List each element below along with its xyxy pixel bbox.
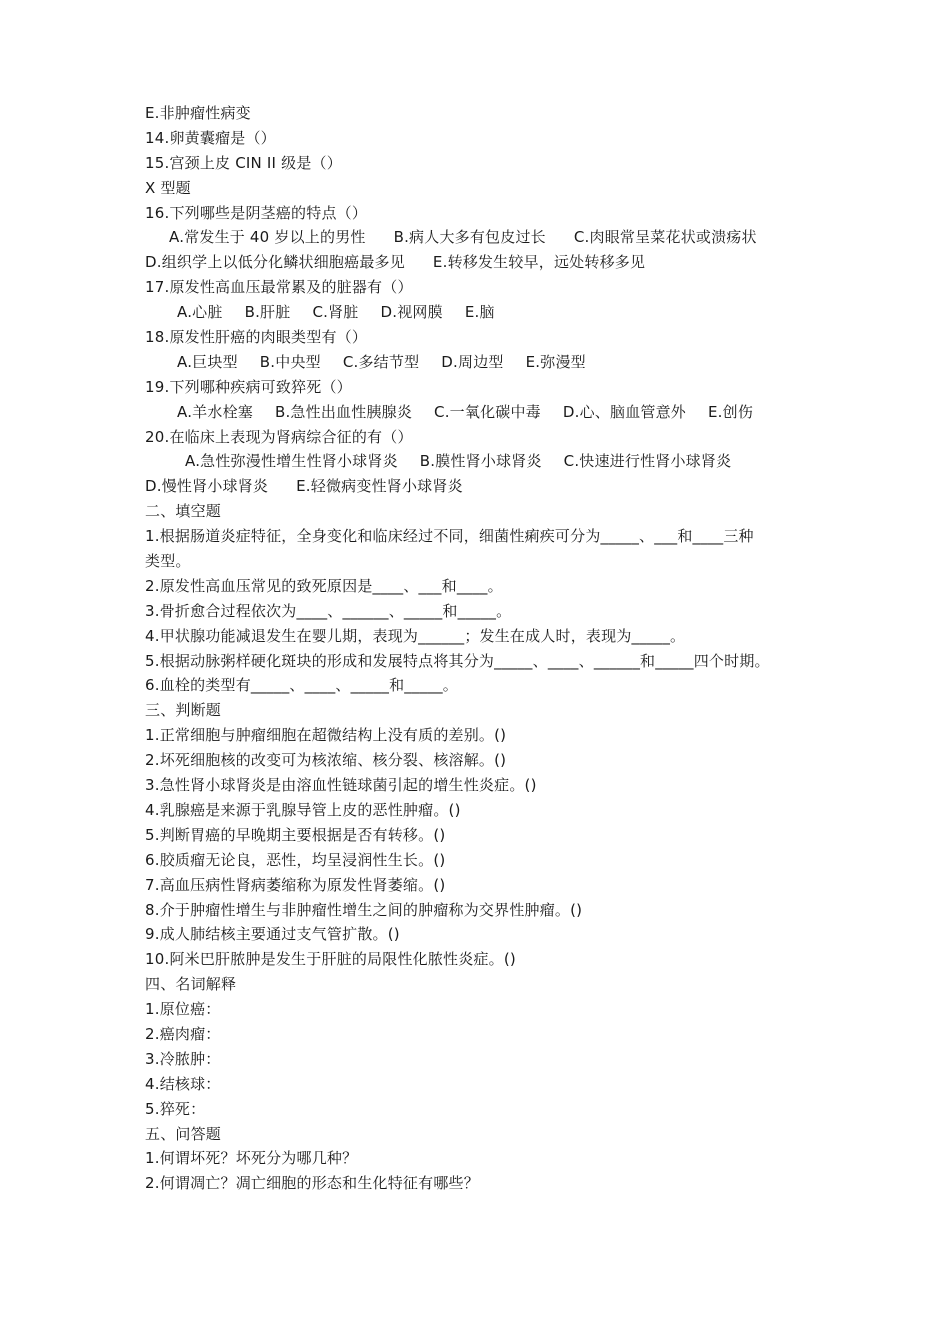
term-2: 2.癌肉瘤：: [145, 1024, 221, 1043]
option-a: A.常发生于 40 岁以上的男性: [169, 228, 366, 247]
question-18: 18.原发性肝癌的肉眼类型有（）: [145, 328, 368, 347]
term-1: 1.原位癌：: [145, 1000, 221, 1019]
option-b: B.中央型: [259, 352, 321, 371]
tf-question-1: 1.正常细胞与肿瘤细胞在超微结构上没有质的差别。(): [145, 726, 507, 745]
fill-question-5: 5.根据动脉粥样硬化斑块的形成和发展特点将其分为_____、____、______和_____四个时期。: [145, 651, 770, 670]
tf-question-8: 8.介于肿瘤性增生与非肿瘤性增生之间的肿瘤称为交界性肿瘤。(): [145, 900, 583, 919]
tf-question-5: 5.判断胃癌的早晚期主要根据是否有转移。(): [145, 825, 446, 844]
option-d: D.周边型: [441, 352, 504, 371]
option-a: A.心脏: [177, 303, 223, 322]
tf-question-6: 6.胶质瘤无论良，恶性，均呈浸润性生长。(): [145, 850, 446, 869]
option-b: B.膜性肾小球肾炎: [419, 452, 542, 471]
question-20-options: [145, 449, 825, 474]
term-5: 5.猝死：: [145, 1099, 206, 1118]
qa-question-1: 1.何谓坏死？坏死分为哪几种？: [145, 1149, 358, 1168]
option-e: E.转移发生较早，远处转移多见: [432, 253, 646, 272]
fill-question-6: 6.血栓的类型有_____、____、_____和_____。: [145, 676, 459, 695]
qa-question-2: 2.何谓凋亡？凋亡细胞的形态和生化特征有哪些？: [145, 1174, 479, 1193]
tf-question-10: 10.阿米巴肝脓肿是发生于肝脏的局限性化脓性炎症。(): [145, 950, 516, 969]
question-16: 16.下列哪些是阴茎癌的特点（）: [145, 203, 368, 222]
document-page: [145, 101, 825, 1196]
term-3: 3.冷脓肿：: [145, 1049, 221, 1068]
option-e: E.脑: [464, 303, 495, 322]
option-a: A.羊水栓塞: [177, 402, 253, 421]
option-e: E.轻微病变性肾小球肾炎: [296, 477, 463, 496]
option-d: D.组织学上以低分化鳞状细胞癌最多见: [145, 253, 405, 272]
question-17: 17.原发性高血压最常累及的脏器有（）: [145, 278, 413, 297]
option-line: E.非肿瘤性病变: [145, 104, 251, 122]
option-b: B.病人大多有包皮过长: [393, 228, 546, 247]
option-e: E.创伤: [708, 402, 754, 421]
fill-question-1: 1.根据肠道炎症特征，全身变化和临床经过不同，细菌性痢疾可分为_____、___和____三种: [145, 527, 754, 546]
option-a: A.巨块型: [177, 352, 238, 371]
section-heading-terms: 四、名词解释: [145, 975, 237, 994]
option-d: D.心、脑血管意外: [562, 402, 686, 421]
question-18-options: [145, 350, 825, 375]
option-c: C.快速进行性肾小球肾炎: [563, 452, 732, 471]
section-heading-fill-in: 二、填空题: [145, 502, 222, 521]
option-d: D.慢性肾小球肾炎: [145, 477, 269, 496]
question-20: 20.在临床上表现为肾病综合征的有（）: [145, 427, 413, 446]
question-19: 19.下列哪种疾病可致猝死（）: [145, 377, 352, 396]
option-e: E.弥漫型: [525, 352, 586, 371]
option-c: C.肾脏: [312, 303, 359, 322]
tf-question-2: 2.坏死细胞核的改变可为核浓缩、核分裂、核溶解。(): [145, 751, 507, 770]
fill-question-4: 4.甲状腺功能减退发生在婴儿期，表现为______；发生在成人时，表现为_____。: [145, 626, 686, 645]
option-a: A.急性弥漫性增生性肾小球肾炎: [185, 452, 398, 471]
question-16-options-cont: [145, 250, 825, 275]
fill-question-2: 2.原发性高血压常见的致死原因是____、___和____。: [145, 576, 503, 595]
question-16-options: [145, 225, 825, 250]
section-heading-x-type: X 型题: [145, 178, 191, 197]
term-4: 4.结核球：: [145, 1074, 221, 1093]
section-heading-true-false: 三、判断题: [145, 701, 222, 720]
question-15: 15.宫颈上皮 CIN II 级是（）: [145, 153, 342, 172]
fill-question-3: 3.骨折愈合过程依次为____、______、_____和_____。: [145, 601, 512, 620]
option-c: C.肉眼常呈菜花状或溃疡状: [573, 228, 757, 247]
option-c: C.多结节型: [342, 352, 420, 371]
question-17-options: [145, 300, 825, 325]
tf-question-7: 7.高血压病性肾病萎缩称为原发性肾萎缩。(): [145, 875, 446, 894]
option-c: C.一氧化碳中毒: [434, 402, 541, 421]
option-b: B.肝脏: [244, 303, 291, 322]
option-d: D.视网膜: [380, 303, 443, 322]
question-14: 14.卵黄囊瘤是（）: [145, 128, 276, 147]
tf-question-9: 9.成人肺结核主要通过支气管扩散。(): [145, 925, 400, 944]
question-19-options: [145, 400, 825, 425]
tf-question-4: 4.乳腺癌是来源于乳腺导管上皮的恶性肿瘤。(): [145, 800, 461, 819]
tf-question-3: 3.急性肾小球肾炎是由溶血性链球菌引起的增生性炎症。(): [145, 776, 537, 795]
question-20-options-cont: [145, 474, 825, 499]
fill-question-1-cont: 类型。: [145, 552, 191, 571]
section-heading-qa: 五、问答题: [145, 1124, 222, 1143]
option-b: B.急性出血性胰腺炎: [274, 402, 413, 421]
